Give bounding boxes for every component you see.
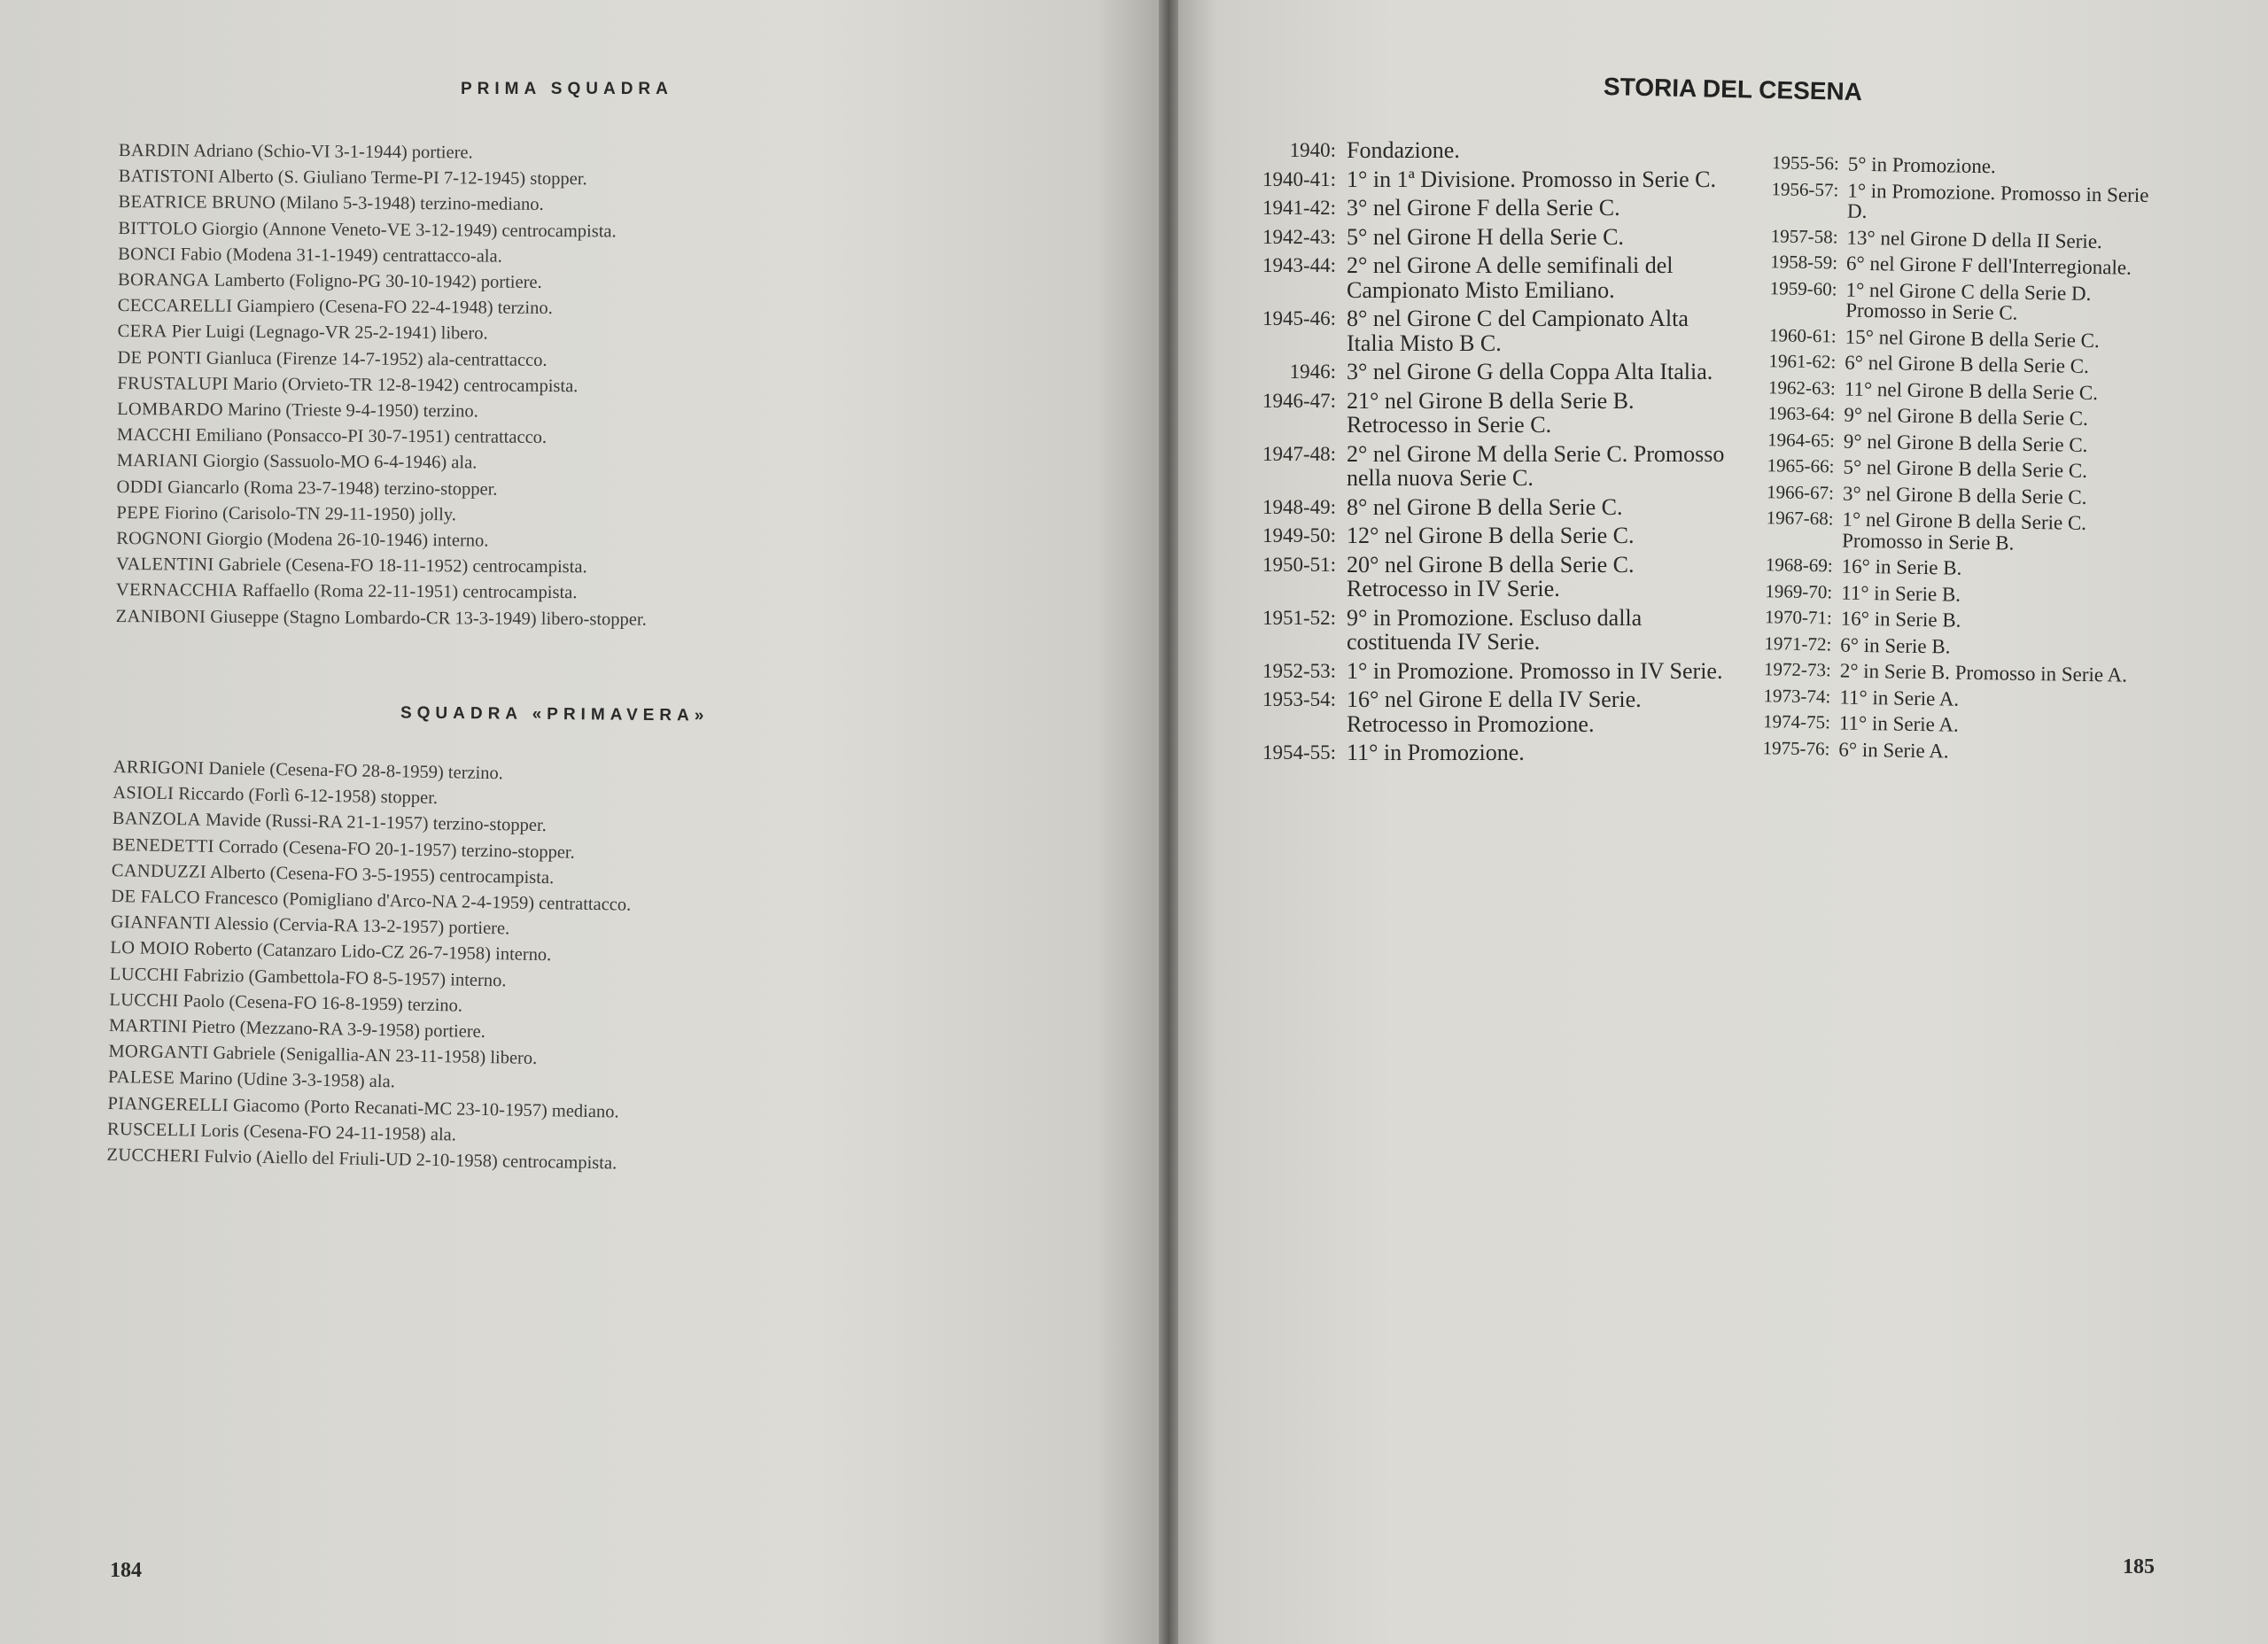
season-result: 8° nel Girone C del Campionato Alta Italia Misto B C. bbox=[1347, 306, 1689, 356]
season-year: 1941-42: bbox=[1262, 197, 1336, 219]
season-entry bbox=[1754, 225, 2171, 252]
season-year: 1972-73: bbox=[1763, 658, 1832, 681]
player-details: Lamberto (Foligno-PG 30-10-1942) portiere. bbox=[214, 270, 542, 292]
player-surname: ARRIGONI bbox=[113, 756, 205, 779]
player-surname: BENEDETTI bbox=[112, 834, 214, 857]
history-column-1 bbox=[1247, 138, 1728, 770]
season-result: 9° nel Girone B della Serie C. bbox=[1844, 403, 2089, 430]
season-entry bbox=[1247, 138, 1728, 163]
roster-entry bbox=[119, 138, 649, 167]
player-surname: MARIANI bbox=[116, 451, 198, 471]
player-surname: MARTINI bbox=[108, 1015, 188, 1037]
player-surname: DE FALCO bbox=[111, 886, 201, 908]
player-surname: LUCCHI bbox=[109, 989, 179, 1012]
roster-entry bbox=[118, 293, 649, 322]
season-result: Fondazione. bbox=[1347, 137, 1460, 163]
player-details: Emiliano (Ponsacco-PI 30-7-1951) centrattacco. bbox=[195, 425, 548, 448]
season-year: 1975-76: bbox=[1762, 736, 1830, 759]
player-surname: GIANFANTI bbox=[110, 912, 211, 934]
page-number-right: 185 bbox=[2123, 1555, 2155, 1578]
season-entry bbox=[1247, 606, 1728, 655]
player-surname: CANDUZZI bbox=[111, 860, 207, 882]
season-result: 2° nel Girone A delle semifinali del Campionato Misto Emiliano. bbox=[1347, 252, 1674, 303]
season-entry bbox=[1747, 685, 2163, 712]
roster-entry bbox=[116, 604, 647, 633]
season-result: 21° nel Girone B della Serie B. Retrocesso in Serie C. bbox=[1347, 387, 1635, 438]
season-year: 1964-65: bbox=[1767, 428, 1836, 451]
player-details: Alessio (Cervia-RA 13-2-1957) portiere. bbox=[214, 914, 510, 939]
season-entry bbox=[1746, 737, 2163, 764]
player-details: Fabio (Modena 31-1-1949) centrattacco-ala. bbox=[180, 244, 502, 267]
player-details: Giancarlo (Roma 23-7-1948) terzino-stopper. bbox=[167, 477, 498, 500]
player-surname: BEATRICE bbox=[118, 192, 207, 213]
roster-entry bbox=[117, 397, 648, 426]
player-surname: BARDIN bbox=[118, 140, 190, 161]
season-result: 11° in Promozione. bbox=[1347, 740, 1525, 765]
season-result: 5° nel Girone H della Serie C. bbox=[1347, 223, 1624, 250]
season-year: 1960-61: bbox=[1768, 323, 1837, 346]
player-surname: FRUSTALUPI bbox=[117, 373, 229, 394]
roster-entry bbox=[117, 345, 648, 375]
season-year: 1971-72: bbox=[1764, 632, 1832, 655]
roster-entry bbox=[118, 190, 649, 219]
roster-entry bbox=[117, 475, 648, 504]
season-year: 1942-43: bbox=[1262, 225, 1336, 248]
player-details: Giorgio (Sassuolo-MO 6-4-1946) ala. bbox=[202, 452, 478, 473]
player-details: Roberto (Catanzaro Lido-CZ 26-7-1958) interno. bbox=[193, 939, 552, 965]
player-details: Raffaello (Roma 22-11-1951) centrocampista. bbox=[242, 581, 578, 603]
season-result: 8° nel Girone B della Serie C. bbox=[1347, 493, 1623, 520]
season-result: 12° nel Girone B della Serie C. bbox=[1347, 523, 1635, 548]
player-surname: ZUCCHERI bbox=[106, 1144, 200, 1167]
season-entry bbox=[1747, 711, 2163, 739]
history-column-2 bbox=[1746, 152, 2172, 770]
player-details: Adriano (Schio-VI 3-1-1944) portiere. bbox=[193, 141, 473, 163]
player-details: Gabriele (Cesena-FO 18-11-1952) centrocampista. bbox=[218, 554, 587, 578]
player-details: Mario (Orvieto-TR 12-8-1942) centrocampista. bbox=[232, 374, 579, 396]
season-result: 11° in Serie B. bbox=[1841, 581, 1961, 606]
season-entry bbox=[1247, 442, 1728, 491]
player-surname: PIANGERELLI bbox=[107, 1093, 229, 1115]
player-surname: LOMBARDO bbox=[117, 399, 223, 420]
season-result: 13° nel Girone D della II Serie. bbox=[1846, 226, 2102, 252]
player-details: Riccardo (Forlì 6-12-1958) stopper. bbox=[178, 784, 439, 809]
season-entry bbox=[1247, 495, 1728, 520]
player-surname: BATISTONI bbox=[118, 167, 215, 187]
player-surname: BONCI bbox=[118, 244, 176, 265]
season-result: 1° nel Girone B della Serie C. Promosso in Serie B. bbox=[1841, 508, 2087, 554]
season-result: 9° nel Girone B della Serie C. bbox=[1843, 430, 2088, 456]
season-entry bbox=[1751, 481, 2167, 508]
player-details: Alberto (Cesena-FO 3-5-1955) centrocampista. bbox=[209, 862, 555, 888]
season-result: 2° in Serie B. Promosso in Serie A. bbox=[1839, 659, 2128, 686]
season-year: 1970-71: bbox=[1764, 606, 1832, 629]
season-result: 6° nel Girone F dell'Interregionale. bbox=[1845, 252, 2132, 279]
season-entry bbox=[1247, 523, 1728, 548]
season-year: 1956-57: bbox=[1771, 177, 1839, 200]
player-surname: LO MOIO bbox=[110, 938, 190, 959]
season-year: 1974-75: bbox=[1762, 710, 1831, 733]
season-year: 1953-54: bbox=[1262, 688, 1336, 710]
season-entry bbox=[1247, 389, 1728, 438]
season-result: 2° nel Girone M della Serie C. Promosso nella nuova Serie C. bbox=[1347, 440, 1725, 491]
season-result: 1° in Promozione. Promosso in Serie D. bbox=[1846, 179, 2149, 222]
roster-entry bbox=[118, 242, 649, 271]
player-surname: BITTOLO bbox=[118, 218, 198, 239]
roster-entry bbox=[117, 448, 648, 477]
roster-entry bbox=[116, 552, 647, 581]
season-entry bbox=[1753, 324, 2170, 352]
season-result: 3° nel Girone G della Coppa Alta Italia. bbox=[1347, 359, 1713, 384]
season-year: 1973-74: bbox=[1763, 684, 1831, 707]
roster-entry bbox=[116, 500, 647, 530]
primavera-heading: SQUADRA «PRIMAVERA» bbox=[400, 703, 710, 725]
season-year: 1967-68: bbox=[1766, 507, 1834, 530]
season-entry bbox=[1247, 253, 1728, 302]
season-year: 1943-44: bbox=[1262, 254, 1336, 276]
player-surname: MORGANTI bbox=[108, 1042, 209, 1064]
season-result: 6° nel Girone B della Serie C. bbox=[1845, 351, 2090, 377]
season-entry bbox=[1247, 687, 1728, 736]
player-details: Fiorino (Carisolo-TN 29-11-1950) jolly. bbox=[164, 503, 456, 525]
season-year: 1966-67: bbox=[1766, 480, 1835, 503]
season-result: 6° in Serie A. bbox=[1838, 738, 1949, 762]
season-result: 3° nel Girone B della Serie C. bbox=[1842, 482, 2087, 508]
season-entry bbox=[1749, 580, 2165, 608]
season-entry bbox=[1247, 741, 1728, 765]
season-result: 11° nel Girone B della Serie C. bbox=[1844, 377, 2099, 404]
player-details: Pietro (Mezzano-RA 3-9-1958) portiere. bbox=[191, 1017, 486, 1043]
season-result: 5° nel Girone B della Serie C. bbox=[1843, 455, 2088, 482]
season-entry bbox=[1748, 659, 2164, 686]
season-entry bbox=[1751, 429, 2168, 456]
season-entry bbox=[1247, 306, 1728, 355]
season-result: 6° in Serie B. bbox=[1840, 633, 1951, 658]
season-entry bbox=[1247, 225, 1728, 250]
player-details: Fulvio (Aiello del Friuli-UD 2-10-1958) centrocampista. bbox=[204, 1146, 617, 1174]
season-year: 1940-41: bbox=[1262, 167, 1336, 190]
roster-entry bbox=[118, 319, 649, 348]
season-entry bbox=[1247, 360, 1728, 384]
season-result: 16° in Serie B. bbox=[1840, 607, 1961, 632]
season-result: 16° in Serie B. bbox=[1841, 554, 1962, 579]
book-gutter bbox=[1159, 0, 1178, 1644]
season-year: 1959-60: bbox=[1769, 276, 1837, 299]
season-year: 1946-47: bbox=[1262, 389, 1336, 412]
player-surname: BANZOLA bbox=[112, 809, 202, 831]
season-entry bbox=[1751, 403, 2168, 430]
season-result: 9° in Promozione. Escluso dalla costituenda IV Serie. bbox=[1347, 604, 1643, 655]
season-year: 1940: bbox=[1289, 139, 1336, 161]
player-details: Gianluca (Firenze 14-7-1952) ala-centrattacco. bbox=[206, 348, 548, 370]
season-year: 1962-63: bbox=[1767, 376, 1837, 399]
season-result: 20° nel Girone B della Serie C. Retrocesso in IV Serie. bbox=[1347, 551, 1635, 601]
player-surname: CERA bbox=[117, 322, 167, 342]
player-details: Paolo (Cesena-FO 16-8-1959) terzino. bbox=[183, 991, 463, 1016]
season-year: 1961-62: bbox=[1768, 350, 1837, 373]
season-entry bbox=[1755, 178, 2172, 226]
season-result: 1° nel Girone C della Serie D. Promosso in Serie C. bbox=[1845, 278, 2092, 324]
player-details: Mavide (Russi-RA 21-1-1957) terzino-stopper. bbox=[205, 810, 547, 836]
player-surname: RUSCELLI bbox=[106, 1119, 197, 1141]
season-year: 1946: bbox=[1289, 361, 1336, 383]
player-details: Francesco (Pomigliano d'Arco-NA 2-4-1959) centrattacco. bbox=[204, 888, 632, 915]
season-result: 1° in Promozione. Promosso in IV Serie. bbox=[1347, 657, 1723, 684]
season-year: 1969-70: bbox=[1765, 579, 1833, 602]
player-surname: ZANIBONI bbox=[115, 606, 206, 627]
season-entry bbox=[1752, 351, 2169, 378]
player-details: Alberto (S. Giuliano Terme-PI 7-12-1945) stopper. bbox=[217, 167, 587, 190]
season-year: 1949-50: bbox=[1262, 524, 1336, 547]
player-surname: ROGNONI bbox=[116, 529, 202, 549]
player-details: Giacomo (Porto Recanati-MC 23-10-1957) mediano. bbox=[232, 1095, 619, 1122]
season-entry bbox=[1753, 277, 2171, 325]
player-details: BRUNO (Milano 5-3-1948) terzino-mediano. bbox=[211, 193, 544, 215]
roster-entry bbox=[118, 268, 649, 297]
player-details: Giorgio (Annone Veneto-VE 3-12-1949) centrocampista. bbox=[201, 219, 617, 242]
player-details: Giuseppe (Stagno Lombardo-CR 13-3-1949) libero-stopper. bbox=[210, 607, 647, 630]
page-number-left: 184 bbox=[110, 1559, 142, 1582]
roster-entry bbox=[117, 423, 648, 452]
season-entry bbox=[1247, 167, 1728, 192]
player-details: Fabrizio (Gambettola-FO 8-5-1957) interno. bbox=[183, 965, 507, 991]
season-entry bbox=[1754, 252, 2171, 279]
season-year: 1965-66: bbox=[1767, 454, 1835, 477]
season-entry bbox=[1751, 455, 2167, 483]
season-year: 1951-52: bbox=[1262, 606, 1336, 629]
season-year: 1948-49: bbox=[1262, 495, 1336, 518]
player-surname: DE PONTI bbox=[117, 347, 202, 368]
page-title: STORIA DEL CESENA bbox=[1603, 73, 1863, 106]
player-details: Pier Luigi (Legnago-VR 25-2-1941) libero. bbox=[171, 322, 488, 344]
roster-entry bbox=[118, 216, 649, 245]
player-surname: ODDI bbox=[116, 477, 164, 497]
player-surname: BORANGA bbox=[117, 270, 210, 291]
season-year: 1950-51: bbox=[1262, 553, 1336, 576]
season-result: 3° nel Girone F della Serie C. bbox=[1347, 195, 1620, 221]
roster-entry bbox=[116, 526, 647, 555]
player-surname: ASIOLI bbox=[113, 783, 175, 804]
season-entry bbox=[1749, 607, 2165, 634]
season-result: 11° in Serie A. bbox=[1838, 711, 1959, 736]
season-year: 1968-69: bbox=[1765, 554, 1833, 577]
season-year: 1945-46: bbox=[1262, 307, 1336, 330]
player-surname: CECCARELLI bbox=[117, 296, 233, 317]
player-surname: VERNACCHIA bbox=[115, 580, 238, 601]
prima-squadra-roster bbox=[116, 138, 649, 633]
player-details: Marino (Trieste 9-4-1950) terzino. bbox=[227, 399, 478, 422]
roster-entry bbox=[119, 164, 649, 193]
season-year: 1952-53: bbox=[1262, 659, 1336, 682]
season-result: 16° nel Girone E della IV Serie. Retrocesso in Promozione. bbox=[1347, 686, 1642, 737]
roster-entry bbox=[117, 371, 648, 400]
season-result: 1° in 1ª Divisione. Promosso in Serie C. bbox=[1347, 166, 1716, 192]
player-details: Loris (Cesena-FO 24-11-1958) ala. bbox=[200, 1121, 457, 1145]
player-details: Giampiero (Cesena-FO 22-4-1948) terzino. bbox=[237, 297, 553, 319]
season-year: 1955-56: bbox=[1771, 151, 1840, 174]
season-result: 11° in Serie A. bbox=[1839, 686, 1960, 710]
player-surname: PALESE bbox=[107, 1067, 175, 1089]
season-year: 1954-55: bbox=[1262, 741, 1336, 764]
season-year: 1963-64: bbox=[1767, 402, 1836, 425]
season-entry bbox=[1750, 508, 2167, 555]
player-details: Daniele (Cesena-FO 28-8-1959) terzino. bbox=[208, 758, 504, 784]
season-entry bbox=[1749, 554, 2165, 582]
primavera-roster bbox=[106, 755, 633, 1177]
season-entry bbox=[1748, 632, 2164, 660]
season-year: 1947-48: bbox=[1262, 442, 1336, 465]
prima-squadra-heading: PRIMA SQUADRA bbox=[461, 80, 673, 98]
player-surname: VALENTINI bbox=[115, 554, 214, 575]
player-surname: PEPE bbox=[116, 502, 160, 523]
player-surname: MACCHI bbox=[116, 425, 191, 446]
player-details: Giorgio (Modena 26-10-1946) interno. bbox=[206, 529, 489, 551]
player-surname: LUCCHI bbox=[109, 964, 180, 985]
player-details: Gabriele (Senigallia-AN 23-11-1958) libero. bbox=[213, 1043, 538, 1069]
season-year: 1957-58: bbox=[1770, 224, 1838, 247]
season-result: 15° nel Girone B della Serie C. bbox=[1845, 325, 2100, 352]
season-year: 1958-59: bbox=[1770, 251, 1838, 274]
season-entry bbox=[1752, 376, 2169, 404]
player-details: Marino (Udine 3-3-1958) ala. bbox=[178, 1068, 395, 1092]
roster-entry bbox=[116, 578, 647, 607]
season-entry bbox=[1247, 196, 1728, 221]
player-details: Corrado (Cesena-FO 20-1-1957) terzino-stopper. bbox=[218, 836, 575, 863]
season-entry bbox=[1247, 553, 1728, 601]
season-result: 5° in Promozione. bbox=[1847, 152, 1996, 178]
season-entry bbox=[1247, 659, 1728, 684]
